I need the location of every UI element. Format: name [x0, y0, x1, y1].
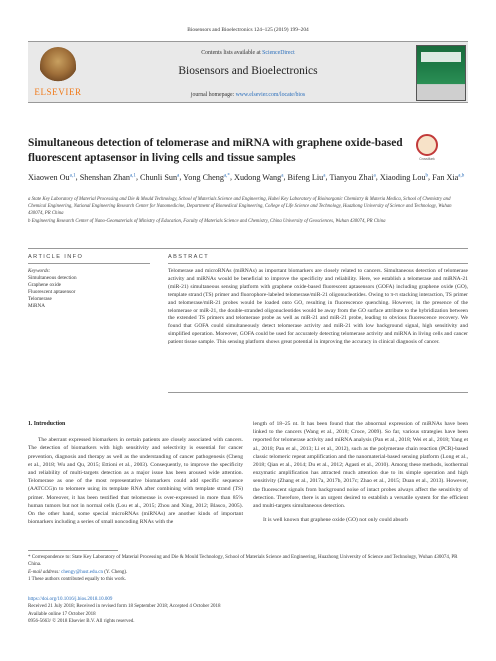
author-name[interactable]: Chunli Sun$^a$ — [140, 172, 180, 182]
author-name[interactable]: Xiaoding Lou$^b$ — [379, 172, 429, 182]
publication-info — [28, 596, 468, 626]
article-title: Simultaneous detection of telomerase and miRNA with graphene oxide-based fluorescent aptasensor in living cells and tissue samples — [28, 137, 403, 164]
journal-homepage — [28, 92, 468, 98]
author-name[interactable]: Xiaowen Ou$^{a,1}$ — [28, 172, 76, 182]
footnote-divider — [28, 550, 118, 551]
footnotes — [28, 554, 468, 584]
author-affiliation-marker: a — [281, 173, 284, 178]
journal-title: Biosensors and Bioelectronics — [178, 65, 318, 77]
body-paragraph: length of 18–25 nt. It has been found that the abnormal expression of miRNAs have been linked to the cancers (Wang et al., 2018; Croce, 2009). So far, various strategies have been reported for telomerase activity and miRNA analysis (Pan et al., 2018; Wei et al., 2018; Yang et al., 2018; Pan et al., 2013; Li et al., 2012), such as the polymerase chain reaction (PCR)-based classic telomeric repeat amplification and the nanomaterial-based sensing platform (Long et al., 2018; Qian et al., 2014; Du et al., 2012; Agasti et al., 2010). Among these methods, isothermal enzymatic amplification has attracted much attention due to its simple operation and high sensitivity (Zhang et al., 2017a, 2017b, 2017c; Zhao et al., 2015; Duan et al., 2013). However, the fluorescent signals from background noise of intact probes always affect the sensitivity of detection. Therefore, there is an urgent desired to establish a versatile system for the efficient and multi-targets simultaneous detection. — [253, 421, 468, 510]
author-affiliation-marker: a — [373, 173, 376, 178]
affiliation-a: a State Key Laboratory of Material Processing and Die & Mould Technology, School of Materials Science and Engineering, Hubei Key Laboratory of Bioinorganic Chemistry & Materia Medica, School of Chemistry and Chemical Engineering, National Engineering Research Center for Nanomedicine, Department of Biomedical Engineering, College of Life Science and Technology, Huazhong University of Science and Technology, Wuhan 430074, PR China — [28, 197, 452, 216]
sciencedirect-link[interactable]: ScienceDirect — [262, 50, 295, 56]
keyword: Fluorescent aptasensor — [28, 289, 76, 295]
keywords-block — [28, 268, 150, 310]
journal-cover-image[interactable] — [416, 45, 466, 101]
online-date: Available online 17 October 2018 — [28, 611, 96, 617]
affiliations — [28, 196, 468, 226]
keyword: MiRNA — [28, 303, 46, 309]
crossmark-label: CrossMark — [419, 157, 435, 161]
divider — [28, 263, 150, 264]
homepage-prefix: journal homepage: — [190, 92, 235, 98]
body-column-left — [28, 420, 243, 526]
author-name[interactable]: Fan Xia$^{a,b}$ — [432, 172, 465, 182]
keyword: Simultaneous detection — [28, 275, 77, 281]
keyword: Telomerase — [28, 296, 52, 302]
crossmark-badge[interactable] — [414, 134, 440, 164]
author-list: Xiaowen Ou$^{a,1}$, Shenshan Zhan$^{a,1}$, Chunli Sun$^a$, Yong Cheng$^{a,*}$, Xudong Wang$^a$, Bifeng Liu$^a$, Tianyou Zhai$^a$, Xiaoding Lou$^b$, Fan Xia$^{a,b}$ — [28, 172, 465, 182]
abstract-text: Telomerase and microRNAs (miRNAs) as important biomarkers are closely related to cancers. Simultaneous detection of telomerase activity and miRNAs would be beneficial to improve the specificity and reliability. Here, we establish a telomerase and miRNA-21 (miR-21) simultaneous sensing platform with graphene oxide-based fluorescent aptasensors (GOFA) including graphene oxide (GO), template strand (TS) primer and fluorophore-labeled telomerase/miR-21 oligonucleotides. Owing to π-π stacking interaction, TS primer and telomerase/miR-21 probes would be loaded onto GO, resulting in fluorescence quenching. However, in the presence of the telomerase or miR-21, the double-stranded oligonucleotides would be away from the GO surface attribute to the hybridization between the extended TS primers and telomerase probe as well as miR-21 and miR-21 probe, leading to obvious fluorescence recovery. We found that GOFA could simultaneously detect telomerase activity and miR-21 with low background signal, high sensitivity and simplified operation. Moreover, GOFA could be used for accurately detecting telomerase activity and miRNA in living cells and cancer patient tissue sample. This sensing platform shows great potential in improving the accuracy in clinical diagnosis of cancer. — [168, 268, 468, 346]
correspondence-note: * Correspondence to: State Key Laboratory of Material Processing and Die & Mould Technology, School of Materials Science and Engineering, Huazhong University of Science and Technology, Wuhan 430074, PR China. — [28, 555, 458, 568]
cover-band — [421, 52, 461, 62]
journal-masthead — [28, 41, 468, 103]
author-name[interactable]: Tianyou Zhai$^a$ — [329, 172, 376, 182]
publisher-name: ELSEVIER — [34, 87, 82, 97]
email-suffix: (Y. Cheng). — [104, 569, 128, 575]
section-heading: 1. Introduction — [28, 421, 66, 427]
author-name[interactable]: Yong Cheng$^{a,*}$ — [183, 172, 230, 182]
homepage-link[interactable]: www.elsevier.com/locate/bios — [235, 92, 306, 98]
contents-prefix: Contents lists available at — [201, 50, 261, 56]
running-head: Biosensors and Bioelectronics 124–125 (2019) 199–204 — [187, 27, 309, 33]
author-affiliation-marker: a — [177, 173, 180, 178]
author-affiliation-marker: a,1 — [69, 173, 76, 178]
crossmark-icon — [416, 134, 438, 156]
body-paragraph: It is well known that graphene oxide (GO) not only could absorb — [263, 517, 408, 524]
keywords-heading: Keywords: — [28, 268, 51, 274]
author-name[interactable]: Xudong Wang$^a$ — [234, 172, 284, 182]
received-dates: Received 21 July 2018; Received in revised form 18 September 2018; Accepted 4 October 2018 — [28, 604, 221, 610]
copyright: 0956-5663/ © 2018 Elsevier B.V. All rights reserved. — [28, 619, 135, 625]
author-affiliation-marker: b — [425, 173, 429, 178]
abstract-label: ABSTRACT — [168, 254, 210, 260]
author-affiliation-marker: a,b — [458, 173, 465, 178]
author-name[interactable]: Bifeng Liu$^a$ — [287, 172, 326, 182]
author-affiliation-marker: a,* — [223, 173, 230, 178]
contents-line — [28, 50, 468, 56]
email-label: E-mail address: — [28, 569, 60, 575]
article-info-label: ARTICLE INFO — [28, 254, 84, 260]
doi-link[interactable]: https://doi.org/10.1016/j.bios.2018.10.009 — [28, 597, 113, 602]
author-affiliation-marker: a — [323, 173, 326, 178]
author-affiliation-marker: a,1 — [129, 173, 136, 178]
divider — [28, 248, 468, 249]
keyword: Graphene oxide — [28, 282, 61, 288]
body-paragraph: The aberrant expressed biomarkers in certain patients are closely associated with cancers. The detection of biomarkers with high sensitivity and selectivity is essential for cancer prevention, diagnosis and therapy as well as the understanding of cancer pathogenesis (Cheng et al., 2018; Wu and Qu, 2015; Ettioni et al., 2003). Consequently, to improve the specificity and reliability of multi-targets detection as a major issue has been aroused wide attention. Telomerase as one of the most representative biomarkers could add specific sequence (AATCCG)n to telomere using its template RNA after combining with template strand (TS) primer. Moreover, it has been testified that telomerase is over-expressed in more than 85% human tumors but not in normal cells (Lou et al., 2015; Zhou and Xing, 2012; Blasco, 2005). On the other hand, some special microRNAs (miRNAs) are another kinds of important biomarkers including a series of small noncoding RNAs with the — [28, 437, 243, 526]
author-name[interactable]: Shenshan Zhan$^{a,1}$ — [79, 172, 136, 182]
body-column-right — [253, 420, 468, 524]
divider — [168, 392, 468, 393]
email-link[interactable]: chengy@hust.edu.cn — [61, 569, 103, 575]
email-line — [28, 569, 468, 576]
equal-contribution-note: 1 These authors contributed equally to this work. — [28, 577, 126, 583]
affiliation-b: b Engineering Research Center of Nano-Geomaterials of Ministry of Education, Faculty of Materials Science and Chemistry, China University of Geosciences, Wuhan 430074, PR China — [28, 219, 386, 224]
divider — [168, 263, 468, 264]
